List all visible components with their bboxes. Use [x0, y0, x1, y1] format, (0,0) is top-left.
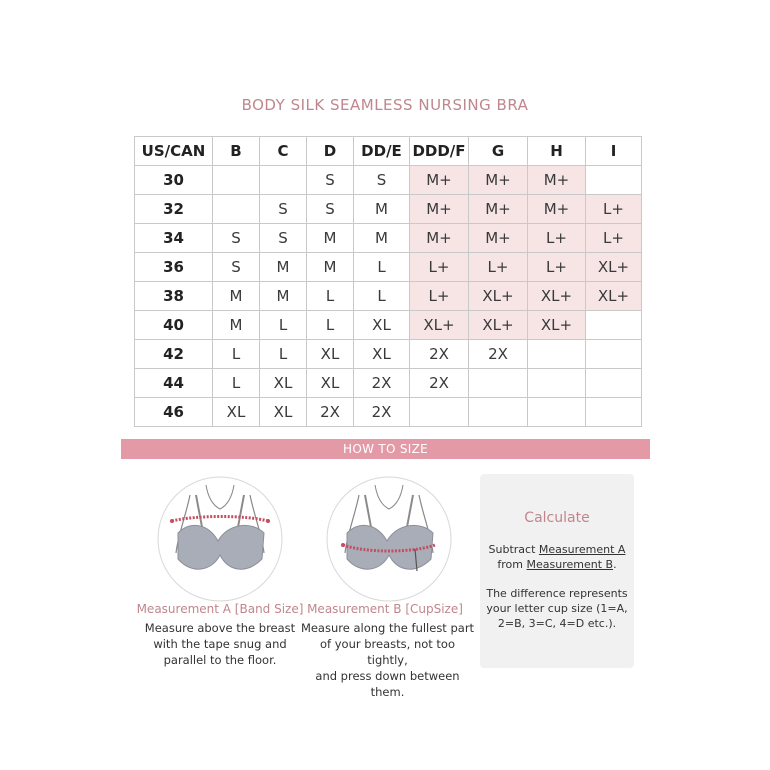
size-cell [586, 340, 642, 369]
header-band-size: US/CAN [135, 137, 213, 166]
size-cell: XL [213, 398, 260, 427]
header-cup-4: DD/E [354, 137, 410, 166]
header-cup-2: C [260, 137, 307, 166]
size-cell: L+ [528, 253, 586, 282]
table-row [135, 369, 642, 398]
size-cell: L+ [528, 224, 586, 253]
table-row [135, 398, 642, 427]
size-cell: S [354, 166, 410, 195]
size-cell: 2X [354, 398, 410, 427]
size-cell: M+ [528, 195, 586, 224]
measurement-b-description: Measure along the fullest part of your breasts, not too tightly, and press down between them. [300, 621, 475, 699]
size-cell: M+ [528, 166, 586, 195]
size-cell [213, 195, 260, 224]
table-row [135, 340, 642, 369]
measurement-a-title: Measurement A [Band Size] [136, 602, 304, 616]
size-cell: XL [260, 398, 307, 427]
size-cell [586, 398, 642, 427]
band-measurement-illustration [156, 475, 284, 603]
how-to-size-banner: HOW TO SIZE [121, 439, 650, 459]
band-size-cell: 36 [135, 253, 213, 282]
size-cell: XL+ [528, 311, 586, 340]
size-cell: M [260, 282, 307, 311]
size-cell: L [354, 282, 410, 311]
size-cell: L [260, 340, 307, 369]
band-size-cell: 34 [135, 224, 213, 253]
size-cell: L [354, 253, 410, 282]
band-size-cell: 44 [135, 369, 213, 398]
band-size-cell: 38 [135, 282, 213, 311]
table-row [135, 253, 642, 282]
table-header-row [135, 137, 642, 166]
calculate-explanation: The difference represents your letter cup size (1=A, 2=B, 3=C, 4=D etc.). [486, 587, 628, 630]
size-cell [469, 398, 528, 427]
size-cell: M+ [469, 166, 528, 195]
size-cell: XL [354, 311, 410, 340]
size-cell: XL+ [469, 282, 528, 311]
size-cell: L [307, 282, 354, 311]
size-cell: M+ [410, 195, 469, 224]
size-cell [260, 166, 307, 195]
size-cell: 2X [410, 340, 469, 369]
size-cell: 2X [354, 369, 410, 398]
size-cell: S [260, 224, 307, 253]
size-cell: M+ [469, 195, 528, 224]
size-cell: L [213, 340, 260, 369]
page-title: BODY SILK SEAMLESS NURSING BRA [241, 96, 529, 114]
size-cell: M+ [410, 224, 469, 253]
size-cell: 2X [410, 369, 469, 398]
size-cell [469, 369, 528, 398]
size-cell: XL+ [586, 253, 642, 282]
header-cup-6: G [469, 137, 528, 166]
measurement-a-description: Measure above the breast with the tape snug and parallel to the floor. [144, 621, 296, 667]
size-cell [213, 166, 260, 195]
table-row [135, 311, 642, 340]
cup-measurement-illustration [325, 475, 453, 603]
size-cell [528, 340, 586, 369]
header-cup-3: D [307, 137, 354, 166]
size-cell: M [354, 195, 410, 224]
size-cell [528, 369, 586, 398]
size-cell: XL [354, 340, 410, 369]
calculate-title: Calculate [524, 510, 590, 526]
size-cell: L+ [586, 195, 642, 224]
size-cell: S [213, 224, 260, 253]
band-size-cell: 40 [135, 311, 213, 340]
size-cell: M [213, 311, 260, 340]
measurement-b-title: Measurement B [CupSize] [307, 602, 463, 616]
size-cell: M+ [410, 166, 469, 195]
size-chart-table [134, 136, 642, 427]
band-size-cell: 42 [135, 340, 213, 369]
calculate-instruction: Subtract Measurement A from Measurement B. [488, 543, 626, 571]
size-cell [586, 311, 642, 340]
size-cell: L+ [410, 282, 469, 311]
size-cell: XL+ [469, 311, 528, 340]
size-cell: S [307, 195, 354, 224]
band-size-cell: 32 [135, 195, 213, 224]
size-cell: L [213, 369, 260, 398]
size-cell: 2X [307, 398, 354, 427]
size-cell: XL+ [586, 282, 642, 311]
size-cell: S [213, 253, 260, 282]
size-cell: M+ [469, 224, 528, 253]
size-cell: S [307, 166, 354, 195]
size-cell [586, 166, 642, 195]
header-cup-8: I [586, 137, 642, 166]
table-row [135, 282, 642, 311]
size-cell: XL+ [528, 282, 586, 311]
size-cell: XL [260, 369, 307, 398]
table-row [135, 224, 642, 253]
size-cell [528, 398, 586, 427]
header-cup-1: B [213, 137, 260, 166]
size-cell: L [260, 311, 307, 340]
table-row [135, 195, 642, 224]
size-cell: M [213, 282, 260, 311]
band-size-cell: 30 [135, 166, 213, 195]
size-cell: S [260, 195, 307, 224]
table-row [135, 166, 642, 195]
header-cup-7: H [528, 137, 586, 166]
size-cell: M [260, 253, 307, 282]
size-cell: L [307, 311, 354, 340]
size-cell: M [307, 253, 354, 282]
size-cell: XL [307, 340, 354, 369]
size-cell: M [307, 224, 354, 253]
size-cell [410, 398, 469, 427]
size-cell: M [354, 224, 410, 253]
size-cell: L+ [469, 253, 528, 282]
band-size-cell: 46 [135, 398, 213, 427]
size-cell: L+ [586, 224, 642, 253]
size-cell: XL [307, 369, 354, 398]
calculate-box [480, 474, 634, 668]
size-cell: 2X [469, 340, 528, 369]
size-cell: XL+ [410, 311, 469, 340]
size-cell [586, 369, 642, 398]
size-cell: L+ [410, 253, 469, 282]
header-cup-5: DDD/F [410, 137, 469, 166]
